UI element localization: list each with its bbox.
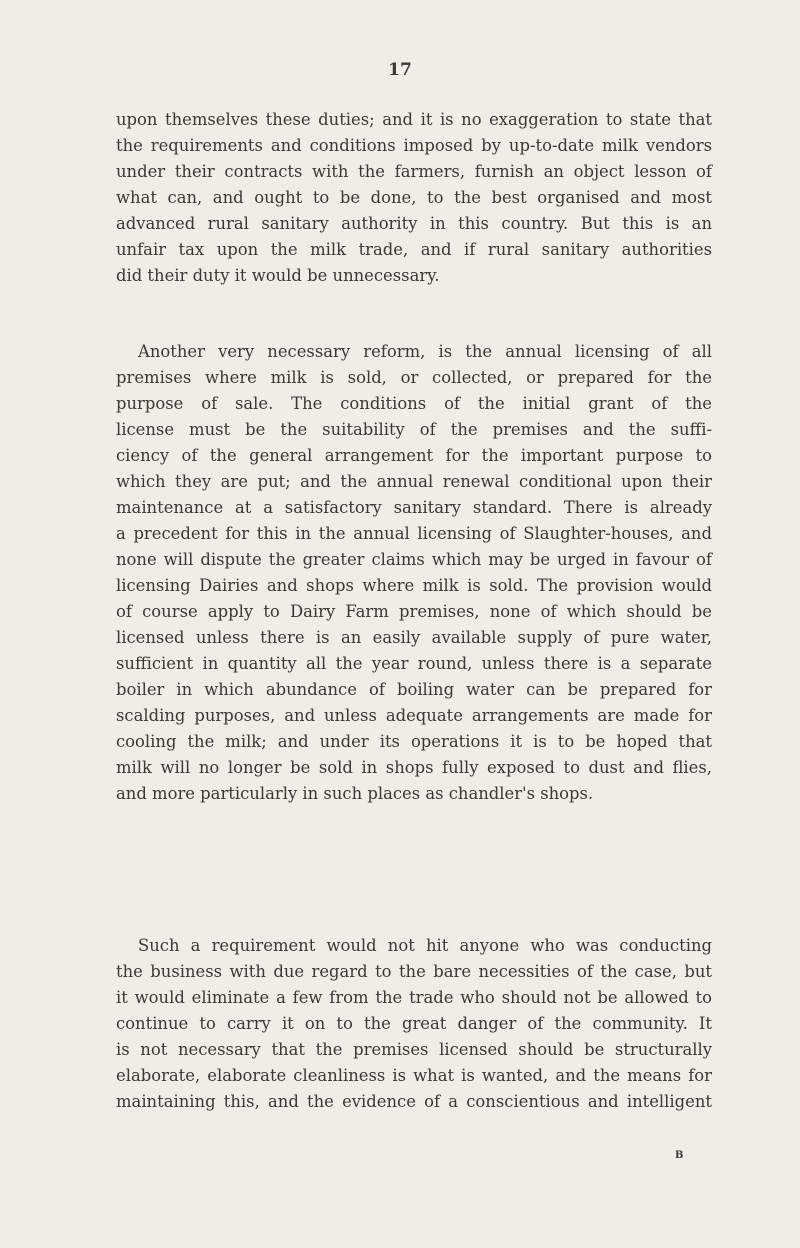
- text-line: ciency of the general arrangement for the important purpose to: [116, 446, 712, 465]
- text-line: elaborate, elaborate cleanliness is what is wanted, and the means for: [116, 1066, 712, 1085]
- text-line: under their contracts with the farmers, furnish an object lesson of: [116, 162, 712, 181]
- text-line: unfair tax upon the milk trade, and if rural sanitary authorities: [116, 240, 712, 259]
- paragraph-requirement: [116, 933, 712, 1115]
- text-line: the business with due regard to the bare necessities of the case, but: [116, 962, 712, 981]
- text-line: boiler in which abundance of boiling water can be prepared for: [116, 680, 712, 699]
- text-line: milk will no longer be sold in shops fully exposed to dust and flies,: [116, 758, 712, 777]
- text-line: licensed unless there is an easily available supply of pure water,: [116, 628, 712, 647]
- text-line: Another very necessary reform, is the annual licensing of all: [138, 342, 712, 361]
- text-line: purpose of sale. The conditions of the initial grant of the: [116, 394, 712, 413]
- text-line: what can, and ought to be done, to the best organised and most: [116, 188, 712, 207]
- text-line: cooling the milk; and under its operations it is to be hoped that: [116, 732, 712, 751]
- text-line: license must be the suitability of the premises and the suffi-: [116, 420, 712, 439]
- text-line: scalding purposes, and unless adequate arrangements are made for: [116, 706, 712, 725]
- text-line: which they are put; and the annual renewal conditional upon their: [116, 472, 712, 491]
- text-line: did their duty it would be unnecessary.: [116, 266, 440, 285]
- text-line: a precedent for this in the annual licensing of Slaughter-houses, and: [116, 524, 712, 543]
- text-line: none will dispute the greater claims which may be urged in favour of: [116, 550, 712, 569]
- paragraph-continuation: [116, 107, 712, 289]
- text-line: continue to carry it on to the great danger of the community. It: [116, 1014, 712, 1033]
- text-line: the requirements and conditions imposed by up-to-date milk vendors: [116, 136, 712, 155]
- text-line: is not necessary that the premises licensed should be structurally: [116, 1040, 712, 1059]
- text-line: sufficient in quantity all the year round, unless there is a separate: [116, 654, 712, 673]
- text-line: it would eliminate a few from the trade who should not be allowed to: [116, 988, 712, 1007]
- text-line: Such a requirement would not hit anyone who was conducting: [138, 936, 712, 955]
- page-number: 17: [388, 60, 412, 80]
- text-line: and more particularly in such places as chandler's shops.: [116, 784, 594, 803]
- text-line: premises where milk is sold, or collected, or prepared for the: [116, 368, 712, 387]
- text-line: upon themselves these duties; and it is no exaggeration to state that: [116, 110, 712, 129]
- text-line: maintenance at a satisfactory sanitary standard. There is already: [116, 498, 712, 517]
- paragraph-licensing-reform: [116, 339, 712, 807]
- signature-mark: B: [675, 1150, 684, 1161]
- text-line: advanced rural sanitary authority in this country. But this is an: [116, 214, 712, 233]
- text-line: of course apply to Dairy Farm premises, none of which should be: [116, 602, 712, 621]
- text-line: licensing Dairies and shops where milk is sold. The provision would: [116, 576, 712, 595]
- text-line: maintaining this, and the evidence of a conscientious and intelligent: [116, 1092, 712, 1111]
